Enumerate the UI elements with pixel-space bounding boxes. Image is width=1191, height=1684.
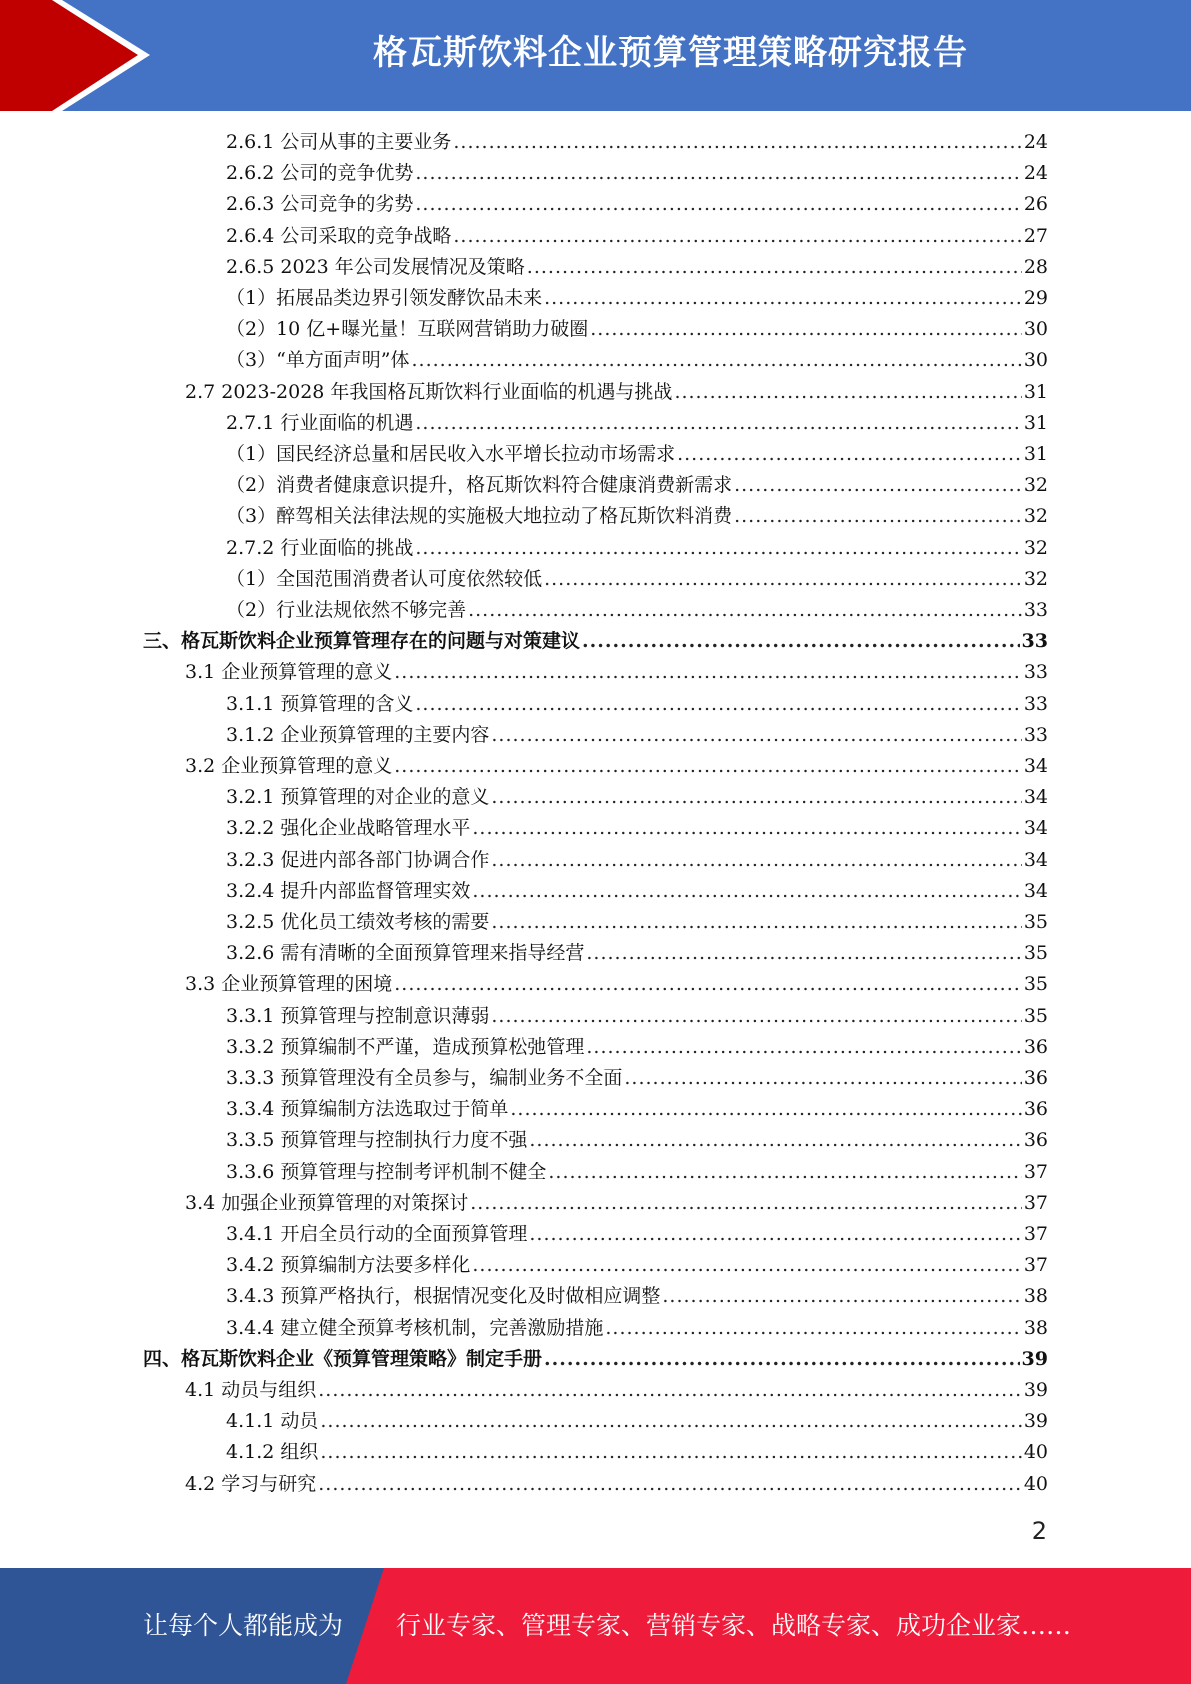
toc-entry[interactable] <box>226 408 1048 439</box>
toc-entry[interactable] <box>226 876 1048 907</box>
toc-entry-label: 3.4.2 预算编制方法要多样化 <box>226 1254 471 1277</box>
toc-dot-leader <box>453 221 1021 252</box>
toc-entry[interactable] <box>226 595 1048 626</box>
toc-entry-page: 40 <box>1023 1472 1048 1495</box>
page-header <box>0 0 1191 111</box>
toc-dot-leader <box>470 1188 1022 1219</box>
toc-entry[interactable] <box>226 1406 1048 1437</box>
toc-entry-page: 35 <box>1023 942 1048 965</box>
toc-entry-label: 3.3.2 预算编制不严谨，造成预算松弛管理 <box>226 1035 585 1058</box>
toc-entry[interactable] <box>143 1344 1048 1375</box>
toc-entry-label: 3.3.4 预算编制方法选取过于简单 <box>226 1098 509 1121</box>
toc-dot-leader <box>491 845 1021 876</box>
toc-entry-page: 39 <box>1023 1379 1048 1401</box>
toc-entry-label: 3.1.1 预算管理的含义 <box>226 692 414 715</box>
toc-entry-label: 3.2.2 强化企业战略管理水平 <box>226 817 471 840</box>
toc-entry[interactable] <box>226 907 1048 938</box>
toc-dot-leader <box>412 345 1022 376</box>
toc-entry-page: 31 <box>1023 380 1048 403</box>
toc-dot-leader <box>734 470 1022 501</box>
toc-dot-leader <box>415 533 1021 564</box>
toc-dot-leader <box>318 1469 1022 1500</box>
toc-entry[interactable] <box>226 1125 1048 1156</box>
toc-entry[interactable] <box>143 626 1048 657</box>
toc-entry[interactable] <box>226 1437 1048 1468</box>
toc-entry[interactable] <box>185 1188 1048 1219</box>
toc-entry[interactable] <box>226 1032 1048 1063</box>
toc-entry-page: 35 <box>1023 1004 1048 1027</box>
toc-entry[interactable] <box>226 345 1048 376</box>
toc-entry-page: 36 <box>1023 1129 1048 1152</box>
toc-entry[interactable] <box>226 1250 1048 1281</box>
toc-entry-page: 36 <box>1023 1067 1048 1089</box>
toc-entry-page: 33 <box>1023 599 1048 621</box>
toc-entry-label: （2）消费者健康意识提升，格瓦斯饮料符合健康消费新需求 <box>226 474 733 497</box>
toc-dot-leader <box>510 1094 1021 1125</box>
toc-entry-label: 3.2.6 需有清晰的全面预算管理来指导经营 <box>226 942 585 965</box>
toc-entry-page: 40 <box>1023 1441 1048 1464</box>
toc-entry-page: 30 <box>1023 318 1048 341</box>
toc-entry-label: 4.1.2 组织 <box>226 1441 319 1464</box>
footer-slogan-left: 让每个人都能成为 <box>143 1611 344 1640</box>
toc-entry-label: 3.3.6 预算管理与控制考评机制不健全 <box>226 1160 547 1183</box>
toc-dot-leader <box>472 813 1021 844</box>
toc-entry-page: 32 <box>1023 567 1048 590</box>
toc-entry-page: 26 <box>1023 193 1048 216</box>
toc-entry-label: 2.7 2023-2028 年我国格瓦斯饮料行业面临的机遇与挑战 <box>185 380 673 403</box>
toc-dot-leader <box>472 1250 1021 1281</box>
toc-entry-page: 37 <box>1023 1254 1048 1277</box>
toc-entry[interactable] <box>226 283 1048 314</box>
toc-entry-label: （1）国民经济总量和居民收入水平增长拉动市场需求 <box>226 443 676 465</box>
toc-entry-label: 3.2.3 促进内部各部门协调合作 <box>226 848 490 871</box>
toc-dot-leader <box>586 938 1021 969</box>
toc-entry[interactable] <box>226 1219 1048 1250</box>
toc-dot-leader <box>415 158 1021 189</box>
toc-entry[interactable] <box>226 158 1048 189</box>
toc-entry-page: 24 <box>1023 131 1048 153</box>
footer-slogan-right: 行业专家、管理专家、营销专家、战略专家、成功企业家…… <box>396 1611 1072 1640</box>
toc-entry[interactable] <box>226 689 1048 720</box>
toc-entry-page: 33 <box>1021 630 1048 653</box>
toc-dot-leader <box>468 595 1022 626</box>
toc-entry-label: 三、格瓦斯饮料企业预算管理存在的问题与对策建议 <box>143 630 581 653</box>
toc-entry-page: 34 <box>1023 755 1048 777</box>
toc-entry-page: 33 <box>1023 692 1048 715</box>
toc-dot-leader <box>544 1344 1020 1375</box>
toc-dot-leader <box>529 1219 1021 1250</box>
toc-entry-page: 27 <box>1023 224 1048 247</box>
toc-entry-label: （1）全国范围消费者认可度依然较低 <box>226 567 543 590</box>
toc-entry-page: 31 <box>1023 411 1048 434</box>
toc-entry-label: 3.1 企业预算管理的意义 <box>185 661 393 684</box>
toc-dot-leader <box>662 1281 1021 1312</box>
toc-entry-page: 34 <box>1023 786 1048 809</box>
page-footer <box>0 1568 1191 1684</box>
toc-dot-leader <box>453 127 1021 158</box>
toc-entry-label: 3.4 加强企业预算管理的对策探讨 <box>185 1191 469 1214</box>
toc-entry-page: 37 <box>1023 1160 1048 1183</box>
toc-entry-page: 32 <box>1023 474 1048 497</box>
toc-entry-label: 3.4.1 开启全员行动的全面预算管理 <box>226 1223 528 1245</box>
toc-entry-page: 39 <box>1023 1410 1048 1433</box>
toc-entry-label: 3.3.5 预算管理与控制执行力度不强 <box>226 1129 528 1152</box>
toc-entry-label: 3.3 企业预算管理的困境 <box>185 973 393 996</box>
toc-entry-page: 30 <box>1023 349 1048 372</box>
toc-entry-label: 3.2 企业预算管理的意义 <box>185 755 393 777</box>
toc-entry[interactable] <box>226 189 1048 220</box>
toc-dot-leader <box>527 252 1022 283</box>
toc-dot-leader <box>394 657 1022 688</box>
toc-dot-leader <box>491 720 1021 751</box>
toc-entry-label: 3.2.5 优化员工绩效考核的需要 <box>226 911 490 933</box>
toc-entry-page: 32 <box>1023 536 1048 559</box>
toc-entry-page: 32 <box>1023 505 1048 528</box>
toc-dot-leader <box>472 876 1021 907</box>
toc-entry-label: 2.6.3 公司竞争的劣势 <box>226 193 414 216</box>
toc-entry[interactable] <box>185 751 1048 782</box>
toc-entry-label: 2.6.1 公司从事的主要业务 <box>226 131 452 153</box>
toc-entry[interactable] <box>185 1469 1048 1500</box>
toc-entry-label: 4.2 学习与研究 <box>185 1472 317 1495</box>
toc-dot-leader <box>491 782 1021 813</box>
toc-entry-page: 37 <box>1023 1191 1048 1214</box>
toc-entry-label: （2）10 亿+曝光量！互联网营销助力破圈 <box>226 318 589 341</box>
toc-entry-page: 34 <box>1023 879 1048 902</box>
toc-entry-label: （3）“单方面声明”体 <box>226 349 410 372</box>
toc-entry-page: 36 <box>1023 1098 1048 1121</box>
toc-entry[interactable] <box>226 1063 1048 1094</box>
toc-dot-leader <box>491 907 1021 938</box>
toc-entry-label: 3.2.4 提升内部监督管理实效 <box>226 879 471 902</box>
toc-entry-label: 3.3.1 预算管理与控制意识薄弱 <box>226 1004 490 1027</box>
toc-entry-label: （2）行业法规依然不够完善 <box>226 599 467 621</box>
toc-entry-page: 37 <box>1023 1223 1048 1245</box>
toc-entry[interactable] <box>226 314 1048 345</box>
toc-dot-leader <box>624 1063 1021 1094</box>
toc-entry-page: 38 <box>1023 1285 1048 1308</box>
toc-entry-page: 35 <box>1023 973 1048 996</box>
toc-dot-leader <box>415 189 1021 220</box>
toc-entry-page: 28 <box>1023 255 1048 278</box>
toc-entry[interactable] <box>226 938 1048 969</box>
toc-dot-leader <box>394 969 1022 1000</box>
toc-dot-leader <box>320 1406 1021 1437</box>
toc-dot-leader <box>394 751 1022 782</box>
toc-entry-page: 38 <box>1023 1316 1048 1339</box>
toc-entry[interactable] <box>226 1001 1048 1032</box>
toc-entry-page: 29 <box>1023 287 1048 309</box>
toc-entry[interactable] <box>226 1281 1048 1312</box>
toc-entry[interactable] <box>185 657 1048 688</box>
toc-entry-label: 4.1.1 动员 <box>226 1410 319 1433</box>
toc-dot-leader <box>491 1001 1021 1032</box>
toc-entry[interactable] <box>226 501 1048 532</box>
toc-entry[interactable] <box>185 1375 1048 1406</box>
toc-entry-page: 34 <box>1023 817 1048 840</box>
toc-dot-leader <box>590 314 1022 345</box>
toc-entry-label: 2.7.1 行业面临的机遇 <box>226 411 414 434</box>
toc-dot-leader <box>318 1375 1022 1406</box>
toc-entry-page: 33 <box>1023 661 1048 684</box>
toc-dot-leader <box>677 439 1022 470</box>
toc-entry[interactable] <box>226 564 1048 595</box>
page-number: 2 <box>1031 1517 1047 1545</box>
toc-dot-leader <box>548 1157 1021 1188</box>
toc-entry-label: 四、格瓦斯饮料企业《预算管理策略》制定手册 <box>143 1347 543 1370</box>
toc-entry-page: 24 <box>1023 162 1048 185</box>
toc-entry-page: 31 <box>1023 443 1048 465</box>
toc-entry-label: 2.6.4 公司采取的竞争战略 <box>226 224 452 247</box>
toc-entry[interactable] <box>185 377 1048 408</box>
toc-entry-label: （1）拓展品类边界引领发酵饮品未来 <box>226 287 543 309</box>
toc-entry[interactable] <box>226 1094 1048 1125</box>
toc-entry-label: 3.2.1 预算管理的对企业的意义 <box>226 786 490 809</box>
toc-dot-leader <box>605 1313 1021 1344</box>
document-title: 格瓦斯饮料企业预算管理策略研究报告 <box>373 33 968 73</box>
toc-dot-leader <box>582 626 1020 657</box>
toc-entry-label: （3）醉驾相关法律法规的实施极大地拉动了格瓦斯饮料消费 <box>226 505 733 528</box>
toc-entry[interactable] <box>226 1313 1048 1344</box>
toc-entry-page: 34 <box>1023 848 1048 871</box>
toc-entry-label: 2.7.2 行业面临的挑战 <box>226 536 414 559</box>
toc-dot-leader <box>415 689 1021 720</box>
toc-entry[interactable] <box>226 533 1048 564</box>
toc-dot-leader <box>529 1125 1021 1156</box>
toc-entry[interactable] <box>226 813 1048 844</box>
toc-entry[interactable] <box>226 252 1048 283</box>
toc-entry[interactable] <box>226 1157 1048 1188</box>
toc-entry-label: 4.1 动员与组织 <box>185 1379 317 1401</box>
toc-entry[interactable] <box>185 969 1048 1000</box>
toc-entry-page: 39 <box>1021 1347 1048 1370</box>
toc-entry[interactable] <box>226 845 1048 876</box>
toc-dot-leader <box>544 564 1022 595</box>
toc-entry-label: 2.6.5 2023 年公司发展情况及策略 <box>226 255 525 278</box>
toc-entry-page: 33 <box>1023 723 1048 746</box>
toc-entry-label: 2.6.2 公司的竞争优势 <box>226 162 414 185</box>
toc-entry-label: 3.3.3 预算管理没有全员参与，编制业务不全面 <box>226 1067 623 1089</box>
toc-entry-label: 3.4.4 建立健全预算考核机制，完善激励措施 <box>226 1316 604 1339</box>
toc-entry[interactable] <box>226 221 1048 252</box>
toc-dot-leader <box>320 1437 1021 1468</box>
toc-entry[interactable] <box>226 782 1048 813</box>
toc-entry[interactable] <box>226 439 1048 470</box>
toc-dot-leader <box>734 501 1022 532</box>
toc-dot-leader <box>586 1032 1021 1063</box>
toc-dot-leader <box>674 377 1021 408</box>
toc-entry-label: 3.4.3 预算严格执行，根据情况变化及时做相应调整 <box>226 1285 661 1308</box>
toc-entry[interactable] <box>226 720 1048 751</box>
toc-entry-label: 3.1.2 企业预算管理的主要内容 <box>226 723 490 746</box>
toc-dot-leader <box>544 283 1022 314</box>
toc-entry[interactable] <box>226 127 1048 158</box>
toc-entry[interactable] <box>226 470 1048 501</box>
toc-dot-leader <box>415 408 1021 439</box>
toc-entry-page: 36 <box>1023 1035 1048 1058</box>
toc-entry-page: 35 <box>1023 911 1048 933</box>
